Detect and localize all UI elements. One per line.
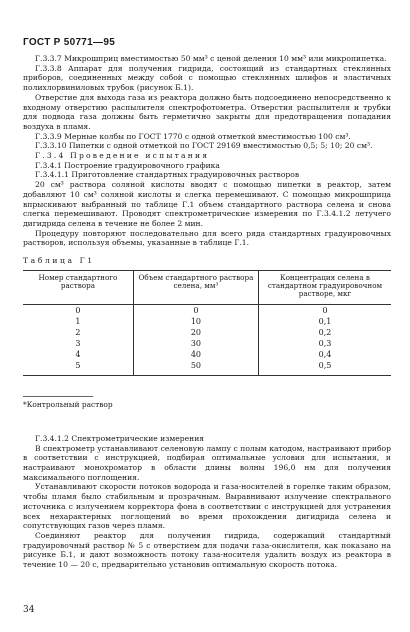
table-cell: 3 (75, 338, 81, 348)
table-cell: 10 (133, 316, 258, 327)
footnote-text: *Контрольный раствор (23, 400, 113, 410)
table-cell: 4 (75, 350, 81, 360)
page-number: 34 (23, 605, 35, 615)
paragraph: В спектрометр устанавливают селеновую лампу с полым катодом, настраивают прибор в соответствии с инструкцией, подбирая оптимальные условия для испытания, и настраивают монохроматор в области длины волны 196,0 нм для получения максимального поглощения. (23, 443, 391, 482)
table-cell: 1 (75, 316, 81, 326)
table-footnote (23, 396, 113, 410)
table-cell: 40 (133, 349, 258, 360)
table-header-row (23, 270, 391, 304)
page-body (23, 54, 391, 570)
measurement-section (23, 434, 391, 570)
table-cell: 0 (133, 304, 258, 316)
table-cell: 0 (75, 305, 81, 315)
section-heading: Г.3.4 Проведение испытания (35, 151, 210, 161)
table-cell: 0,1 (259, 316, 392, 327)
table-row (23, 327, 391, 338)
table-cell: 0,5 (259, 360, 392, 376)
paragraph: Устанавливают скорости потоков водорода и газа-носителей в горелке таким образом, чтобы пламя было стабильным и прозрачным. Выравнивают излучение спектрального источника с излучением корректора фона в соответствии с инструкцией для устранения всех нехарактерных поглощений во время прохождения дигидрида селена и сопутствующих газов через пламя. (23, 482, 391, 531)
table-row (23, 304, 391, 316)
paragraph: Соединяют реактор для получения гидрида, содержащий стандартный градуировочный раствор № 5 с отверстием для подачи газа-окислителя, как показано на рисунке Б.1, и дают возможность потоку газа-носителя удалить воздух из реактора в течение 10 — 20 с, предварительно установив оптимальную скорость потока. (23, 530, 391, 570)
table-cell: 2 (75, 327, 81, 337)
paragraph: Г.3.3.10 Пипетки с одной отметкой по ГОСТ 29169 вместимостью 0,5; 5; 10; 20 см³. (35, 141, 373, 151)
table-cell: 0,4 (259, 349, 392, 360)
paragraph: Г.3.3.7 Микрошприц вместимостью 50 мм³ с ценой деления 10 мм³ или микропипетка. (35, 54, 387, 63)
column-header: Концентрация селена в стандартном градуировочном растворе, мкг (259, 270, 392, 304)
running-header: ГОСТ Р 50771—95 (23, 37, 116, 48)
paragraph: Г.3.3.9 Мерные колбы по ГОСТ 1770 с одной отметкой вместимостью 100 см³. (35, 131, 351, 141)
table-cell: 20 (133, 327, 258, 338)
column-header: Номер стандартного раствора (23, 270, 133, 304)
table-row (23, 360, 391, 376)
table-cell: 0,3 (259, 338, 392, 349)
table-row (23, 316, 391, 327)
subsection-heading: Г.3.4.1 Построение градуировочного графика (35, 160, 220, 170)
table-row (23, 338, 391, 349)
table-row (23, 349, 391, 360)
procedure-paragraph: 20 см³ раствора соляной кислоты вводят с помощью пипетки в реактор, затем добавляют 10 см³ соляной кислоты и слегка перемешивают. С помощью микрошприца впрыскивают выбранный по таблице Г.1 объем стандартного раствора селена и снова слегка перемешивают. Проводят спектрометрические измерения по Г.3.4.1.2 летучего дигидрида селена в течение не более 2 мин. (23, 180, 391, 228)
table-cell: 0 (259, 304, 392, 316)
column-header: Объем стандартного раствора селена, мм³ (133, 270, 258, 304)
procedure-paragraph: Процедуру повторяют последовательно для всего ряда стандартных градуировочных растворов, используя объемы, указанные в таблице Г.1. (23, 228, 391, 248)
subsection-heading: Г.3.4.1.2 Спектрометрические измерения (35, 433, 205, 443)
table-title: Таблица Г1 (23, 256, 95, 266)
table-cell: 30 (133, 338, 258, 349)
table-cell: 50 (133, 360, 258, 376)
table-cell: 5 (23, 360, 133, 376)
table-cell: 0,2 (259, 327, 392, 338)
paragraph: Г.3.3.8 Аппарат для получения гидрида, состоящий из стандартных стеклянных приборов, соединенных между собой с помощью стеклянных шлифов и эластичных полихлорвиниловых трубок (рисунок Б.1). (23, 63, 391, 93)
standards-table (23, 270, 391, 376)
subsection-heading: Г.3.4.1.1 Приготовление стандартных градуировочных растворов (35, 170, 300, 180)
paragraph: Отверстие для выхода газа из реактора должно быть подсоединено непосредственно к входному отверстию распылителя спектрофотометра. Отверстия распылителя и трубки для подвода газа должны быть герметично закрыты для предотвращения попадания воздуха в пламя. (23, 92, 391, 131)
